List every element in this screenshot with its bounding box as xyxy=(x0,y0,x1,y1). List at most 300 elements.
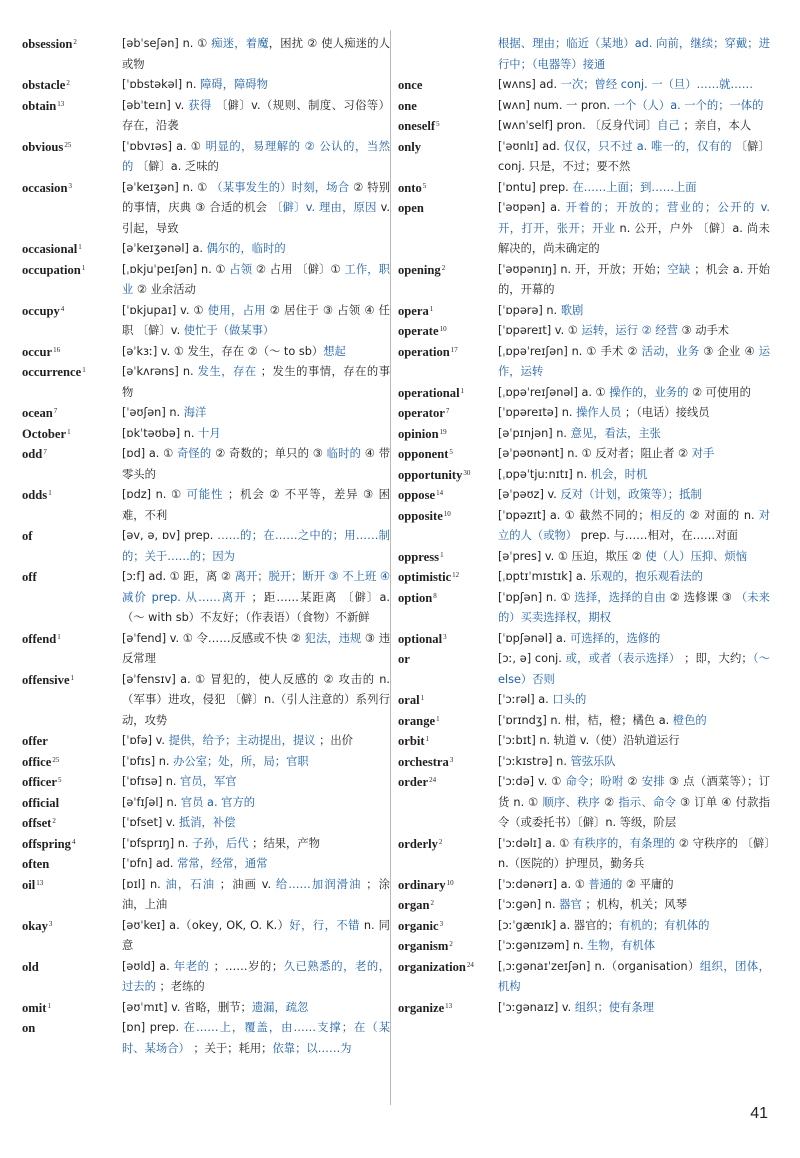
frequency-count: 10 xyxy=(439,325,447,333)
headword-text: often xyxy=(22,857,50,871)
headword-text: offend xyxy=(22,631,57,646)
definition xyxy=(498,998,770,1019)
headword-text: old xyxy=(22,959,39,974)
definition-highlight: 年老的 xyxy=(173,959,210,973)
frequency-count: 14 xyxy=(436,489,444,497)
definition-text: [ˈɔːgənaɪz] v. xyxy=(498,1000,575,1014)
headword-text: organism xyxy=(398,939,449,953)
definition-text: ，困扰 ② 使人痴迷的人或物 xyxy=(122,37,390,71)
definition-text: ② 居住于 ③ 占领 ④ 任职 〔僻〕v. xyxy=(122,303,390,337)
headword xyxy=(22,75,122,96)
headword xyxy=(22,301,122,322)
definition-highlight: 在……上面；到……上面 xyxy=(572,180,697,194)
frequency-count: 2 xyxy=(441,263,446,272)
frequency-count: 4 xyxy=(60,304,65,313)
headword xyxy=(398,547,498,568)
frequency-count: 1 xyxy=(440,550,444,559)
frequency-count: 1 xyxy=(429,304,434,313)
definition xyxy=(498,957,770,998)
vocab-entry xyxy=(22,526,390,567)
definition-text: 〔僻〕v.（规则、制度、习俗等）存在，沿袭 xyxy=(122,98,390,132)
definition-text: [ˈɒpəreɪt] v. ① xyxy=(498,324,582,337)
frequency-count: 1 xyxy=(57,632,61,641)
definition-text: [ˈɔːgənɪzəm] n. xyxy=(498,939,588,952)
headword-text: occasion xyxy=(22,180,68,195)
headword xyxy=(22,670,122,691)
definition-highlight: 运作，运转 xyxy=(498,344,770,378)
definition-text: [ˈɒntu] prep. xyxy=(498,180,573,194)
vocab-entry xyxy=(22,567,390,629)
headword xyxy=(22,834,122,855)
definition-highlight: 使（人）压抑、烦恼 xyxy=(645,549,748,563)
definition-text: [əʊld] a. xyxy=(122,959,174,973)
headword-text: organization xyxy=(398,959,466,974)
definition xyxy=(122,731,390,752)
headword xyxy=(398,444,498,465)
headword xyxy=(398,588,498,609)
headword-text: ocean xyxy=(22,406,53,420)
frequency-count: 5 xyxy=(436,120,440,128)
definition-text: [ˈɔːdə] v. ① xyxy=(498,775,566,788)
definition xyxy=(122,813,390,834)
definition xyxy=(122,793,390,814)
headword xyxy=(398,711,498,732)
definition-highlight: ……的；在……之中的；用……制的；关于……的；因为 xyxy=(122,529,390,563)
frequency-count: 3 xyxy=(68,181,72,190)
definition xyxy=(122,260,390,301)
headword xyxy=(398,137,498,158)
definition-highlight: 给……加润滑油 xyxy=(275,877,362,891)
vocab-entry xyxy=(22,178,390,240)
headword xyxy=(22,793,122,814)
definition-highlight: 使用，占用 xyxy=(207,303,266,317)
definition-text: ② 平庸的 xyxy=(622,877,674,891)
definition-text: ；机会 a. 开始的，开幕的 xyxy=(498,262,770,296)
headword-text: officer xyxy=(22,775,57,789)
headword xyxy=(398,731,498,752)
definition-text: [ˈɔːrəl] a. xyxy=(498,693,553,706)
headword xyxy=(22,444,122,465)
headword xyxy=(398,506,498,527)
definition xyxy=(122,854,390,875)
frequency-count: 5 xyxy=(57,776,62,784)
headword-text: or xyxy=(398,652,410,666)
frequency-count: 1 xyxy=(70,673,75,682)
headword xyxy=(22,526,122,547)
definition-text: [ˈɒfɪs] n. xyxy=(122,754,174,768)
definition-highlight: 障碍，障碍物 xyxy=(200,78,268,91)
definition-text: ② 业余活动 xyxy=(133,283,196,296)
definition-text: [ˌɒkjuˈpeɪʃən] n. ① xyxy=(122,262,230,276)
definition-highlight: 使忙于（做某事） xyxy=(183,324,275,337)
definition-text: [əˈfend] v. ① 令……反感或不快 ② xyxy=(122,631,305,645)
definition-text: n. 同意 xyxy=(122,918,390,952)
frequency-count: 10 xyxy=(446,878,454,887)
frequency-count: 13 xyxy=(57,99,65,108)
definition xyxy=(498,301,770,322)
definition-highlight: 根据、理由；临近（某地）ad. 向前，继续；穿戴；进行中；（电器等）接通 xyxy=(498,37,770,71)
definition xyxy=(498,895,770,916)
definition-highlight: 〔僻〕v. 理由，原因 xyxy=(271,201,377,214)
definition-highlight: 偶尔的，临时的 xyxy=(206,242,286,255)
definition-text: 〔僻〕a. 乏味的 xyxy=(133,160,219,173)
definition xyxy=(122,1018,390,1059)
definition-highlight: 可选择的，选修的 xyxy=(569,631,661,645)
headword-text: optional xyxy=(398,631,443,646)
frequency-count: 17 xyxy=(450,345,458,354)
definition xyxy=(122,96,390,137)
headword xyxy=(22,854,122,875)
definition-highlight: 选择，选择的自由 xyxy=(574,590,666,604)
headword xyxy=(398,936,498,957)
headword xyxy=(398,96,498,117)
right-column xyxy=(398,34,770,1018)
headword xyxy=(398,403,498,424)
headword-text: open xyxy=(398,201,424,215)
definition-highlight: 官员 a. 官方的 xyxy=(180,795,256,809)
headword-text: okay xyxy=(22,918,48,933)
page-number: 41 xyxy=(750,1105,768,1122)
frequency-count: 2 xyxy=(449,940,453,948)
definition xyxy=(498,485,770,506)
definition xyxy=(498,506,770,547)
headword-text: occur xyxy=(22,344,53,359)
definition-text: [əˈpres] v. ① 压迫，欺压 ② xyxy=(498,549,646,563)
headword-text: orange xyxy=(398,713,436,728)
vocab-entry xyxy=(22,301,390,342)
headword-text: oppose xyxy=(398,488,436,502)
definition-text: [ˌɒptɪˈmɪstɪk] a. xyxy=(498,570,590,583)
definition-text: [əˈpəʊz] v. xyxy=(498,488,561,501)
headword xyxy=(22,485,122,506)
definition-text: ；老练的 xyxy=(155,980,205,993)
headword-text: operator xyxy=(398,406,445,420)
vocab-entry xyxy=(398,547,770,568)
definition-highlight: 歌剧 xyxy=(560,303,584,317)
definition-highlight: 依靠；以……为 xyxy=(272,1041,352,1055)
headword xyxy=(22,813,122,834)
headword xyxy=(398,629,498,650)
headword-text: official xyxy=(22,795,60,810)
definition xyxy=(122,772,390,793)
headword xyxy=(22,178,122,199)
frequency-count: 13 xyxy=(445,1001,453,1010)
frequency-count: 2 xyxy=(73,38,77,46)
definition xyxy=(498,465,770,486)
definition-text: [ˌɒpəˈreɪʃənəl] a. ① xyxy=(498,385,610,399)
vocab-entry xyxy=(398,895,770,916)
headword-text: off xyxy=(22,570,37,584)
definition xyxy=(122,670,390,732)
vocab-entry xyxy=(22,875,390,916)
definition-text: [ˈɒfə] v. xyxy=(122,734,169,747)
definition-text: [ɔːf] ad. ① 距，离 ② xyxy=(122,570,235,583)
definition-text: [əˈkeɪʒənəl] a. xyxy=(122,242,207,255)
definition-highlight: 工作，职业 xyxy=(122,262,390,296)
definition xyxy=(498,772,770,834)
definition-highlight: 生物，有机体 xyxy=(587,939,656,952)
vocab-entry xyxy=(398,752,770,773)
definition-text: [ˈɒkjupaɪ] v. ① xyxy=(122,303,208,317)
definition-text: [ɒɪl] n. xyxy=(122,877,166,891)
definition-highlight: 官员，军官 xyxy=(180,775,237,788)
definition-text: [ˈəʊpən] a. xyxy=(498,201,566,214)
frequency-count: 1 xyxy=(82,366,86,374)
vocab-entry xyxy=(398,772,770,834)
definition-text: ；机构，机关；风琴 xyxy=(581,898,688,911)
definition xyxy=(498,875,770,896)
headword xyxy=(398,567,498,588)
definition-text: [ˈɔːbɪt] n. 轨道 v.（使）沿轨道运行 xyxy=(498,734,680,747)
definition-highlight: 乐观的，抱乐观看法的 xyxy=(589,570,703,583)
vocab-entry xyxy=(398,485,770,506)
vocab-entry xyxy=(398,711,770,732)
headword-text: operate xyxy=(398,324,439,338)
vocab-entry xyxy=(398,444,770,465)
definition-text: ② xyxy=(623,775,642,788)
headword-text: occupy xyxy=(22,303,60,318)
headword-text: orderly xyxy=(398,836,438,851)
definition xyxy=(122,834,390,855)
headword-text: orchestra xyxy=(398,754,449,769)
definition-highlight: 反对（计划，政策等）；抵制 xyxy=(560,488,702,501)
definition-highlight: 提供，给予；主动提出，提议 xyxy=(168,734,316,747)
vocab-entry xyxy=(22,424,390,445)
definition xyxy=(498,96,770,117)
definition-text: [wʌnˈself] pron. 〔反身代词〕 xyxy=(498,119,658,132)
definition-highlight: 自己 xyxy=(657,119,680,132)
headword-text: optimistic xyxy=(398,570,452,584)
frequency-count: 12 xyxy=(452,571,460,579)
headword xyxy=(22,424,122,445)
definition xyxy=(498,629,770,650)
definition-text: [əˈpɪnjən] n. xyxy=(498,426,571,440)
headword xyxy=(22,260,122,281)
definition-text: [ˈɒfɪsə] n. xyxy=(122,775,181,788)
definition-text: ；油画 v. xyxy=(215,877,276,891)
vocab-entry xyxy=(22,670,390,732)
headword-text: October xyxy=(22,426,67,441)
vocab-entry xyxy=(22,75,390,96)
definition-text: [ˈɒpəreɪtə] n. xyxy=(498,406,577,419)
vocab-entry xyxy=(398,649,770,690)
definition-text: [ɔː, ə] conj. xyxy=(498,652,566,665)
definition-text: [əbˈseʃən] n. ① xyxy=(122,37,212,50)
headword xyxy=(398,178,498,199)
headword xyxy=(398,834,498,855)
definition-highlight: 口头的 xyxy=(552,693,587,706)
headword-text: one xyxy=(398,98,417,113)
definition-text: [ɒd] a. ① xyxy=(122,447,178,460)
definition-highlight: 办公室；处，所，局；官职 xyxy=(173,754,309,768)
vocab-entry xyxy=(398,916,770,937)
headword-text: obstacle xyxy=(22,78,66,92)
definition-highlight: 获得 xyxy=(188,98,212,112)
definition-highlight: 对立的人（或物） xyxy=(498,508,770,542)
vocab-entry xyxy=(22,629,390,670)
definition-highlight: 常常，经常，通常 xyxy=(177,857,268,870)
frequency-count: 1 xyxy=(460,386,465,395)
headword xyxy=(398,895,498,916)
frequency-count: 19 xyxy=(439,427,447,436)
headword-text: obtain xyxy=(22,98,57,113)
definition-text: v. 引起，导致 xyxy=(122,201,390,235)
headword-text: operational xyxy=(398,385,460,400)
definition-highlight: 操作人员 xyxy=(576,406,622,419)
definition-highlight: 普通的 xyxy=(588,877,623,891)
headword-text: organ xyxy=(398,898,430,912)
definition-text: ；距……某距离 〔僻〕a.（～ with sb）不友好；（作表语）（食物）不新鲜 xyxy=(122,590,390,624)
headword-text: occasional xyxy=(22,242,78,256)
definition-highlight: 开着的；开放的；营业的；公开的 v. 开，打开，张开；开业 xyxy=(498,201,770,235)
definition-highlight: 一次；曾经 conj. 一（旦）……就…… xyxy=(560,78,754,91)
headword-text: omit xyxy=(22,1000,47,1015)
definition-text: ② xyxy=(600,795,619,809)
headword xyxy=(398,75,498,96)
headword-text: office xyxy=(22,754,52,769)
vocab-entry xyxy=(22,854,390,875)
vocab-entry xyxy=(398,96,770,117)
definition-text: ；即，大约； xyxy=(680,652,753,665)
definition xyxy=(122,444,390,485)
definition-highlight: 相反的 xyxy=(649,508,686,522)
definition-text: ；……岁的； xyxy=(209,959,284,973)
definition-text: ；机会 ② 不平等，差异 ③ 困难，不利 xyxy=(122,488,390,522)
definition-text: [ɒn] prep. xyxy=(122,1021,184,1034)
definition-highlight: （～ else）否则 xyxy=(498,652,770,686)
definition-text: [əbˈteɪn] v. xyxy=(122,98,189,112)
headword xyxy=(22,1018,122,1039)
vocab-entry xyxy=(398,116,770,137)
definition-highlight: 十月 xyxy=(198,426,221,440)
definition xyxy=(122,424,390,445)
definition xyxy=(122,403,390,424)
headword-text: occurrence xyxy=(22,365,82,379)
definition xyxy=(498,711,770,732)
headword-text: operation xyxy=(398,344,450,359)
headword-text: oneself xyxy=(398,119,436,133)
headword-text: orbit xyxy=(398,734,425,748)
definition-text: [ˈɒpʃənəl] a. xyxy=(498,631,570,645)
definition-highlight: 子孙，后代 xyxy=(192,836,249,850)
left-column xyxy=(22,34,390,1059)
definition-text: ④ 带零头的 xyxy=(122,447,390,481)
definition xyxy=(122,178,390,240)
headword xyxy=(398,485,498,506)
definition-highlight: 管弦乐队 xyxy=(570,754,616,768)
definition-text: [ˈɒrɪndʒ] n. 柑，桔，橙；橘色 a. xyxy=(498,713,673,727)
definition-text: [wʌns] ad. xyxy=(498,78,561,91)
definition xyxy=(122,34,390,75)
headword-text: opponent xyxy=(398,447,449,461)
definition-highlight: 命令；吩咐 xyxy=(565,775,624,788)
definition-text: [ˈəʊpənɪŋ] n. 开，开放；开始； xyxy=(498,262,668,276)
headword xyxy=(398,301,498,322)
definition xyxy=(498,936,770,957)
definition xyxy=(498,260,770,301)
headword-text: order xyxy=(398,775,429,789)
definition xyxy=(122,875,390,916)
definition-text: [ˈɒfsprɪŋ] n. xyxy=(122,836,193,850)
vocab-entry xyxy=(398,875,770,896)
definition-text: [ˌɒpəˈtjuːnɪtɪ] n. xyxy=(498,467,591,481)
definition-highlight: 顺序、秩序 xyxy=(542,795,601,809)
definition-text: ② 选修课 ③ xyxy=(665,590,736,604)
definition xyxy=(122,485,390,526)
frequency-count: 16 xyxy=(53,345,61,354)
vocab-entry xyxy=(398,834,770,875)
headword-text: organic xyxy=(398,918,439,933)
definition-highlight: 器官 xyxy=(559,898,582,911)
frequency-count: 1 xyxy=(67,427,71,436)
headword xyxy=(22,403,122,424)
vocab-entry xyxy=(398,321,770,342)
definition-text: [əˈkɜː] v. ① 发生，存在 ②（～ to sb） xyxy=(122,344,324,358)
definition-highlight: 久已熟悉的，老的，过去的 xyxy=(122,959,390,993)
frequency-count: 13 xyxy=(36,878,44,887)
definition-highlight: 临时的 xyxy=(326,447,361,460)
definition xyxy=(498,198,770,260)
frequency-count: 3 xyxy=(449,755,454,764)
frequency-count: 1 xyxy=(48,489,52,497)
vocab-entry xyxy=(22,834,390,855)
definition-text: [ˈəʊʃən] n. xyxy=(122,406,184,419)
definition-text: ③ 点（酒菜等）；订货 n. ① xyxy=(498,775,770,809)
headword-text: odd xyxy=(22,447,43,461)
definition-text: ③ 订单 ④ 付款指令（或委托书）〔僻〕n. 等级，阶层 xyxy=(498,795,770,829)
definition-highlight: 可能性 xyxy=(186,488,224,501)
vocab-entry xyxy=(22,403,390,424)
definition-text: [ˈɒfset] v. xyxy=(122,816,179,829)
definition xyxy=(498,321,770,342)
vocab-entry xyxy=(22,957,390,998)
vocab-entry xyxy=(22,916,390,957)
definition xyxy=(498,567,770,588)
definition xyxy=(498,752,770,773)
vocab-entry xyxy=(398,629,770,650)
definition-highlight: 遗漏，疏忽 xyxy=(251,1000,309,1014)
definition xyxy=(498,424,770,445)
vocab-entry xyxy=(398,936,770,957)
definition-text: [əˈpəʊnənt] n. ① 反对者；阻止者 ② xyxy=(498,447,692,460)
definition-highlight: 犯法，违规 xyxy=(304,631,362,645)
frequency-count: 8 xyxy=(433,591,437,600)
headword-text: offer xyxy=(22,734,48,748)
headword-text: once xyxy=(398,78,423,92)
definition-text: [ˈɒpʃən] n. ① xyxy=(498,590,575,604)
definition xyxy=(122,301,390,342)
definition-highlight: 有秩序的，有条理的 xyxy=(573,836,676,850)
headword xyxy=(22,957,122,978)
vocab-entry xyxy=(22,813,390,834)
headword-text: oil xyxy=(22,877,36,892)
definition-highlight: （某事发生的）时刻，场合 xyxy=(211,180,350,194)
definition xyxy=(122,362,390,403)
vocab-entry xyxy=(22,485,390,526)
definition-text: [əˈfɪʃəl] n. xyxy=(122,795,181,809)
headword-text: opinion xyxy=(398,426,439,441)
definition xyxy=(122,526,390,567)
vocab-entry xyxy=(22,239,390,260)
definition xyxy=(122,75,390,96)
headword xyxy=(398,198,498,219)
definition-text: ② 占用 〔僻〕① xyxy=(252,262,345,276)
vocab-entry xyxy=(398,301,770,322)
vocab-entry xyxy=(398,403,770,424)
definition-highlight: 好，行，不错 xyxy=(289,918,360,932)
definition xyxy=(498,178,770,199)
headword-text: of xyxy=(22,529,33,543)
